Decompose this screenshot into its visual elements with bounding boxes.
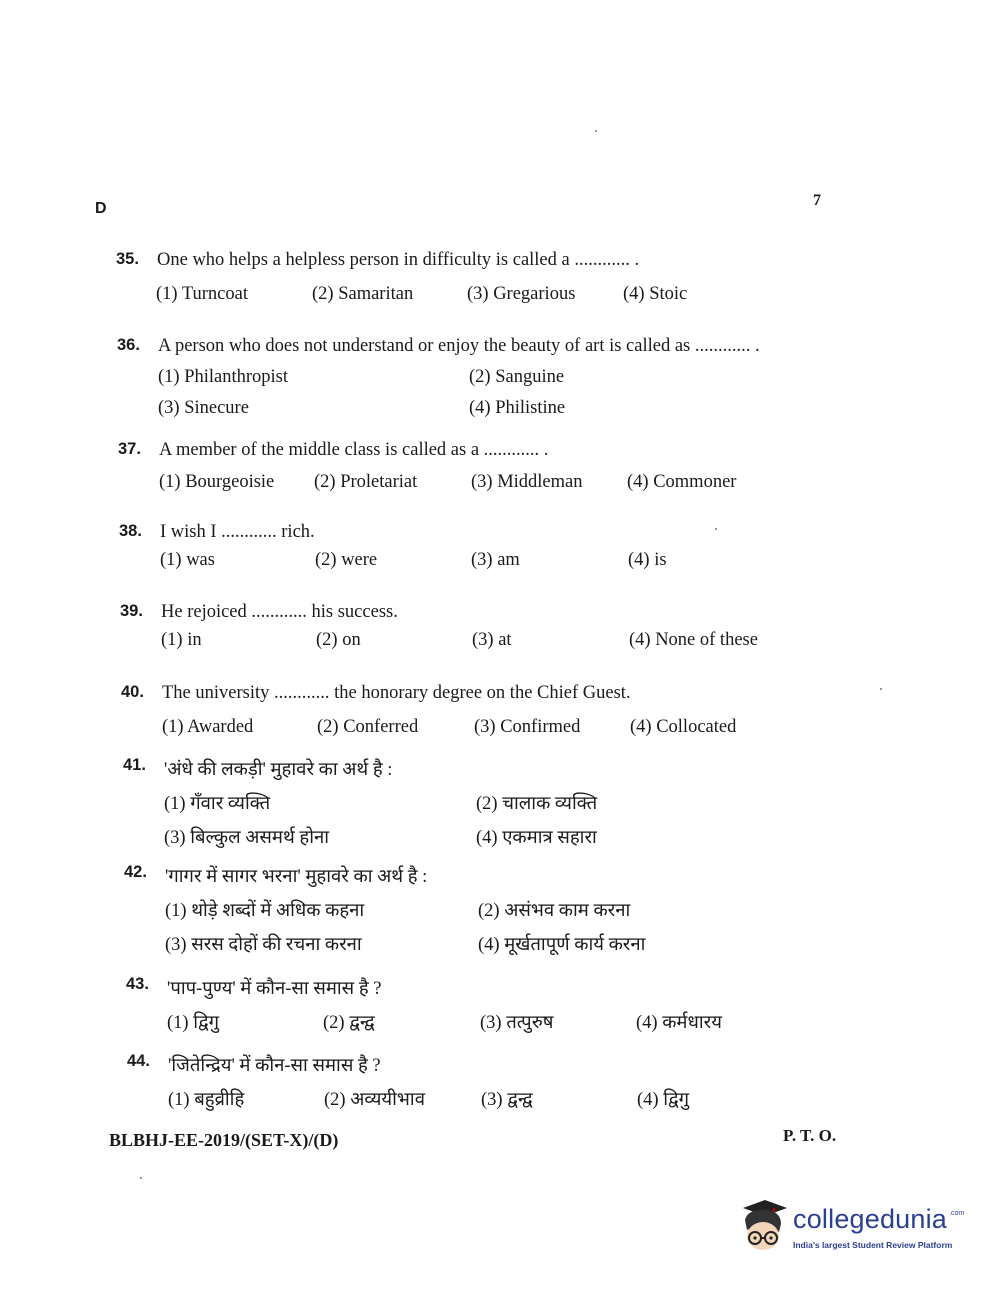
option-1: (1) गँवार व्यक्ति <box>164 794 271 814</box>
brand-domain-suffix: .com <box>949 1210 965 1217</box>
option-3: (3) Gregarious <box>467 284 576 304</box>
question-39 <box>120 602 880 660</box>
question-43 <box>126 975 886 1039</box>
option-3: (3) द्वन्द्व <box>481 1090 533 1110</box>
option-3: (3) सरस दोहों की रचना करना <box>165 935 362 955</box>
question-44 <box>127 1052 887 1116</box>
question-text: 'अंधे की लकड़ी' मुहावरे का अर्थ है : <box>164 760 393 780</box>
option-3: (3) Sinecure <box>158 398 249 418</box>
question-number: 38. <box>119 522 142 540</box>
question-number: 41. <box>123 756 146 774</box>
question-text: 'जितेन्द्रिय' में कौन-सा समास है ? <box>168 1056 381 1076</box>
brand-tagline: India's largest Student Review Platform <box>793 1240 953 1250</box>
option-2: (2) on <box>316 630 361 650</box>
option-2: (2) अव्ययीभाव <box>324 1090 425 1110</box>
question-text: One who helps a helpless person in difficulty is called a ............ . <box>157 250 640 270</box>
option-3: (3) बिल्कुल असमर्थ होना <box>164 828 330 848</box>
option-4: (4) Collocated <box>630 717 737 737</box>
question-41 <box>123 756 883 854</box>
scan-speck <box>880 688 882 690</box>
option-1: (1) बहुव्रीहि <box>168 1090 245 1110</box>
page-number: 7 <box>813 192 821 209</box>
student-mascot-icon <box>735 1198 791 1256</box>
option-3: (3) at <box>472 630 512 650</box>
scan-speck <box>595 130 597 132</box>
question-text: 'पाप-पुण्य' में कौन-सा समास है ? <box>167 979 382 999</box>
collegedunia-watermark <box>735 1198 965 1258</box>
option-1: (1) was <box>160 550 215 570</box>
question-40 <box>121 683 881 747</box>
option-4: (4) Stoic <box>623 284 688 304</box>
option-4: (4) is <box>628 550 667 570</box>
option-3: (3) am <box>471 550 520 570</box>
question-number: 44. <box>127 1052 150 1070</box>
option-2: (2) द्वन्द्व <box>323 1013 375 1033</box>
option-4: (4) कर्मधारय <box>636 1013 722 1033</box>
option-1: (1) Turncoat <box>156 284 248 304</box>
question-38 <box>119 522 879 580</box>
option-2: (2) Proletariat <box>314 472 418 492</box>
question-text: A person who does not understand or enjoy the beauty of art is called as ............ . <box>158 336 760 356</box>
option-1: (1) द्विगु <box>167 1013 220 1033</box>
question-35 <box>116 250 876 314</box>
option-4: (4) एकमात्र सहारा <box>476 828 597 848</box>
option-3: (3) Confirmed <box>474 717 581 737</box>
paper-code: BLBHJ-EE-2019/(SET-X)/(D) <box>109 1130 339 1150</box>
option-4: (4) द्विगु <box>637 1090 690 1110</box>
option-4: (4) मूर्खतापूर्ण कार्य करना <box>478 935 646 955</box>
option-4: (4) Commoner <box>627 472 737 492</box>
question-text: The university ............ the honorary degree on the Chief Guest. <box>162 683 631 703</box>
question-text: He rejoiced ............ his success. <box>161 602 398 622</box>
option-4: (4) None of these <box>629 630 758 650</box>
option-1: (1) Philanthropist <box>158 367 289 387</box>
option-4: (4) Philistine <box>469 398 566 418</box>
question-36 <box>117 336 877 429</box>
option-1: (1) Awarded <box>162 717 254 737</box>
option-2: (2) Sanguine <box>469 367 565 387</box>
question-number: 37. <box>118 440 141 458</box>
question-37 <box>118 440 878 502</box>
option-1: (1) in <box>161 630 202 650</box>
question-text: I wish I ............ rich. <box>160 522 315 542</box>
option-1: (1) थोड़े शब्दों में अधिक कहना <box>165 901 365 921</box>
scan-speck <box>715 528 717 530</box>
question-number: 42. <box>124 863 147 881</box>
question-number: 39. <box>120 602 143 620</box>
pto-label: P. T. O. <box>783 1126 837 1145</box>
option-1: (1) Bourgeoisie <box>159 472 275 492</box>
option-3: (3) Middleman <box>471 472 583 492</box>
question-text: A member of the middle class is called as a ............ . <box>159 440 549 460</box>
question-42 <box>124 863 884 961</box>
option-2: (2) Samaritan <box>312 284 414 304</box>
option-2: (2) Conferred <box>317 717 419 737</box>
question-number: 40. <box>121 683 144 701</box>
option-2: (2) असंभव काम करना <box>478 901 631 921</box>
option-3: (3) तत्पुरुष <box>480 1013 554 1033</box>
question-number: 36. <box>117 336 140 354</box>
set-code: D <box>95 200 107 217</box>
question-number: 43. <box>126 975 149 993</box>
brand-name: collegedunia <box>793 1204 948 1234</box>
scan-speck <box>140 1177 142 1179</box>
question-number: 35. <box>116 250 139 268</box>
option-2: (2) चालाक व्यक्ति <box>476 794 598 814</box>
question-text: 'गागर में सागर भरना' मुहावरे का अर्थ है : <box>165 867 428 887</box>
option-2: (2) were <box>315 550 378 570</box>
